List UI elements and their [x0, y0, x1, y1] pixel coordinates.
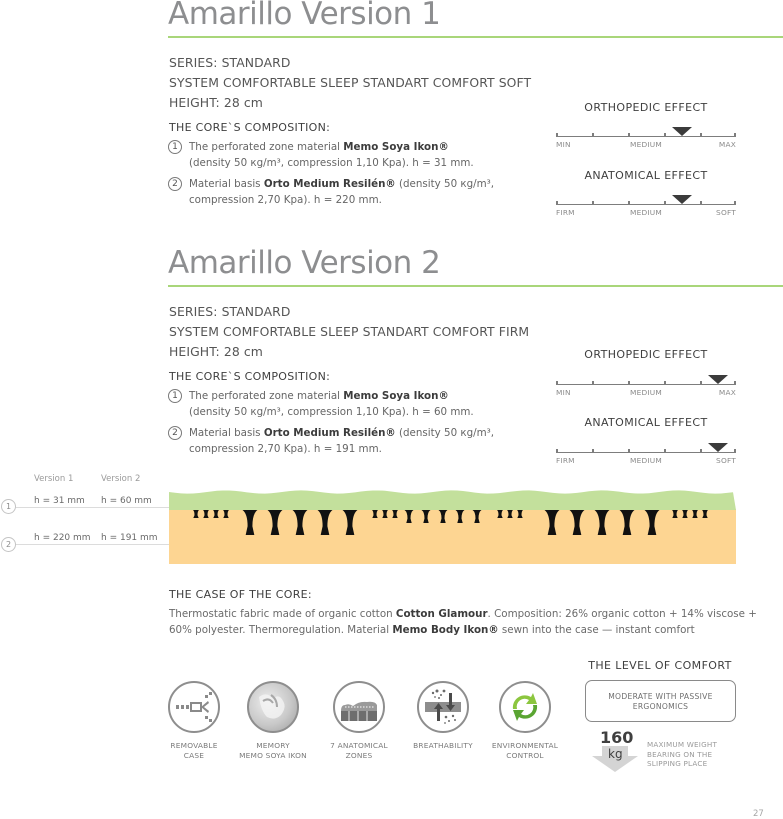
- scale-tick: [592, 381, 594, 385]
- composition-item: 1 The perforated zone material Memo Soya Ikon® (density 50 кg/m³, compression 1,10 Kpa). h = 31 mm.: [168, 139, 508, 173]
- scale-max-label: MAX: [718, 388, 736, 397]
- scale-tick: [628, 449, 630, 453]
- scale-tick: [592, 133, 594, 137]
- composition-item: 1 The perforated zone material Memo Soya Ikon® (density 50 кg/m³, compression 1,10 Kpa). h = 60 mm.: [168, 388, 508, 422]
- composition-heading: THE CORE`S COMPOSITION:: [169, 121, 331, 134]
- comfort-level-box: MODERATE WITH PASSIVE ERGONOMICS: [585, 680, 736, 722]
- scale-tick: [556, 449, 558, 453]
- series-label: SERIES: STANDARD: [169, 55, 291, 70]
- item-number: 2: [168, 426, 182, 440]
- layer-2-leader-line: [16, 544, 169, 545]
- scale-tick: [556, 201, 558, 205]
- layer-2-version-2-height: h = 191 mm: [101, 533, 158, 543]
- feature-anatomical-zones: 7 ANATOMICAL ZONES: [319, 681, 399, 761]
- scale-tick: [556, 133, 558, 137]
- height-label: HEIGHT: 28 cm: [169, 95, 263, 110]
- scale-tick: [734, 449, 736, 453]
- scale-tick: [628, 381, 630, 385]
- orthopedic-effect-title: ORTHOPEDIC EFFECT: [584, 348, 708, 361]
- memory-foam-hand-icon: [247, 681, 299, 733]
- scale-tick: [700, 381, 702, 385]
- title-underline: [168, 285, 783, 287]
- anatomical-zones-icon: [333, 681, 385, 733]
- system-label: SYSTEM COMFORTABLE SLEEP STANDART COMFORT FIRM: [169, 324, 530, 339]
- layer-2-version-1-height: h = 220 mm: [34, 533, 91, 543]
- material-name: Memo Soya Ikon®: [343, 141, 449, 153]
- scale-tick: [664, 201, 666, 205]
- scale-min-label: FIRM: [556, 456, 575, 465]
- comfort-level-title: THE LEVEL OF COMFORT: [588, 659, 732, 672]
- column-header-version-1: Version 1: [34, 474, 74, 484]
- scale-tick: [700, 133, 702, 137]
- scale-mid-label: MEDIUM: [630, 456, 662, 465]
- scale-mid-label: MEDIUM: [630, 208, 662, 217]
- orthopedic-effect-scale: [556, 375, 736, 405]
- orthopedic-effect-scale: [556, 127, 736, 157]
- layer-2-badge: 2: [1, 537, 16, 552]
- weight-unit: kg: [608, 747, 623, 761]
- level-marker: [708, 375, 728, 384]
- scale-mid-label: MEDIUM: [630, 388, 662, 397]
- scale-tick: [592, 449, 594, 453]
- item-number: 1: [168, 389, 182, 403]
- level-marker: [672, 195, 692, 204]
- max-weight-caption: MAXIMUM WEIGHT BEARING ON THE SLIPPING PLACE: [647, 740, 718, 768]
- top-layer: [169, 490, 736, 510]
- column-header-version-2: Version 2: [101, 474, 141, 484]
- material-name: Orto Medium Resilén®: [263, 427, 396, 439]
- scale-tick: [734, 133, 736, 137]
- scale-min-label: MIN: [556, 388, 571, 397]
- scale-tick: [734, 381, 736, 385]
- scale-tick: [734, 201, 736, 205]
- anatomical-effect-scale: [556, 443, 736, 473]
- feature-removable-case: REMOVABLE CASE: [154, 681, 234, 761]
- scale-tick: [700, 201, 702, 205]
- weight-indicator: [592, 730, 638, 772]
- composition-heading: THE CORE`S COMPOSITION:: [169, 370, 331, 383]
- scale-mid-label: MEDIUM: [630, 140, 662, 149]
- recycle-icon: [499, 681, 551, 733]
- composition-item: 2 Material basis Orto Medium Resilén® (density 50 кg/m³, compression 2,70 Kpa). h = 220 mm.: [168, 176, 508, 210]
- layer-1-version-1-height: h = 31 mm: [34, 496, 85, 506]
- scale-tick: [664, 449, 666, 453]
- version-2-title: Amarillo Version 2: [168, 245, 441, 281]
- layer-1-badge: 1: [1, 499, 16, 514]
- zipper-icon: [168, 681, 220, 733]
- anatomical-effect-scale: [556, 195, 736, 225]
- scale-min-label: MIN: [556, 140, 571, 149]
- scale-max-label: MAX: [718, 140, 736, 149]
- item-number: 2: [168, 177, 182, 191]
- scale-tick: [592, 201, 594, 205]
- series-label: SERIES: STANDARD: [169, 304, 291, 319]
- scale-tick: [664, 381, 666, 385]
- material-name: Memo Soya Ikon®: [343, 390, 449, 402]
- level-marker: [672, 127, 692, 136]
- case-heading: THE CASE OF THE CORE:: [169, 588, 312, 601]
- scale-min-label: FIRM: [556, 208, 575, 217]
- orthopedic-effect-title: ORTHOPEDIC EFFECT: [584, 101, 708, 114]
- system-label: SYSTEM COMFORTABLE SLEEP STANDART COMFORT SOFT: [169, 75, 532, 90]
- feature-memory-foam: MEMORY MEMO SOYA IKON: [233, 681, 313, 761]
- material-name: Orto Medium Resilén®: [263, 178, 396, 190]
- scale-tick: [664, 133, 666, 137]
- layer-1-version-2-height: h = 60 mm: [101, 496, 152, 506]
- fabric-name: Cotton Glamour: [395, 608, 488, 620]
- composition-item: 2 Material basis Orto Medium Resilén® (density 50 кg/m³, compression 2,70 Kpa). h = 191 mm.: [168, 425, 508, 459]
- scale-tick: [628, 133, 630, 137]
- scale-max-label: SOFT: [716, 208, 736, 217]
- page-number: 27: [753, 809, 764, 819]
- breathability-icon: [417, 681, 469, 733]
- anatomical-effect-title: ANATOMICAL EFFECT: [584, 416, 708, 429]
- height-label: HEIGHT: 28 cm: [169, 344, 263, 359]
- level-marker: [708, 443, 728, 452]
- scale-tick: [700, 449, 702, 453]
- feature-environmental-control: ENVIRONMENTAL CONTROL: [485, 681, 565, 761]
- max-weight-value: 160: [600, 728, 634, 747]
- item-number: 1: [168, 140, 182, 154]
- scale-tick: [556, 381, 558, 385]
- feature-breathability: BREATHABILITY: [403, 681, 483, 751]
- layer-1-leader-line: [16, 507, 169, 508]
- title-underline: [168, 36, 783, 38]
- scale-tick: [628, 201, 630, 205]
- anatomical-effect-title: ANATOMICAL EFFECT: [584, 169, 708, 182]
- scale-max-label: SOFT: [716, 456, 736, 465]
- material-name: Memo Body Ikon®: [392, 624, 499, 636]
- case-description: Thermostatic fabric made of organic cotton Cotton Glamour. Composition: 26% organic cotton + 14% viscose + 60% polyester. Thermoregulation. Material Memo Body Ikon® sewn into the case — instant comfort: [169, 608, 757, 636]
- version-1-title: Amarillo Version 1: [168, 0, 441, 32]
- mattress-layers-illustration: [169, 488, 736, 564]
